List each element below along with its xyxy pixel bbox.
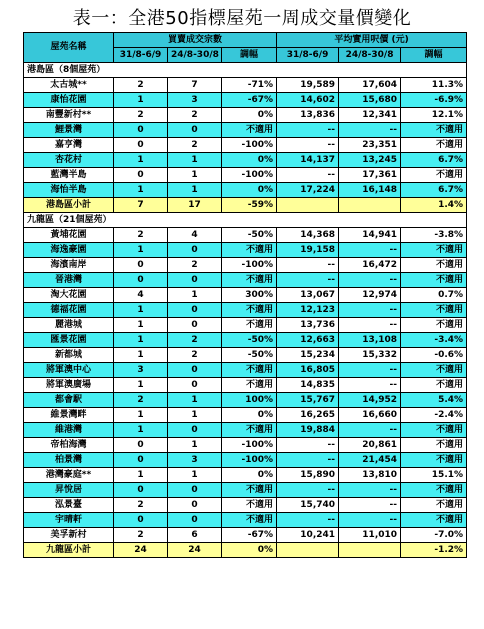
cell-volume-period2: 2 bbox=[168, 333, 222, 348]
cell-volume-period2: 0 bbox=[168, 423, 222, 438]
cell-name: 海濱南岸 bbox=[24, 258, 114, 273]
cell-price-period2: -- bbox=[339, 363, 401, 378]
cell-volume-period2: 3 bbox=[168, 93, 222, 108]
cell-price-period1: -- bbox=[277, 483, 339, 498]
cell-price-change: 不適用 bbox=[401, 363, 467, 378]
cell-volume-period1: 1 bbox=[114, 378, 168, 393]
cell-price-change: 不適用 bbox=[401, 423, 467, 438]
cell-name: 康怡花園 bbox=[24, 93, 114, 108]
cell-price-period1: -- bbox=[277, 513, 339, 528]
cell-price-change: -6.9% bbox=[401, 93, 467, 108]
cell-name: 泓景臺 bbox=[24, 498, 114, 513]
table-row bbox=[24, 303, 467, 318]
subtotal-cell-volume-period1: 7 bbox=[114, 198, 168, 213]
table-row bbox=[24, 438, 467, 453]
cell-volume-change: -71% bbox=[222, 78, 277, 93]
cell-price-period1: 15,890 bbox=[277, 468, 339, 483]
cell-volume-period1: 0 bbox=[114, 513, 168, 528]
cell-volume-period1: 1 bbox=[114, 243, 168, 258]
cell-volume-period2: 1 bbox=[168, 393, 222, 408]
cell-volume-period1: 0 bbox=[114, 438, 168, 453]
cell-name: 帝柏海灣 bbox=[24, 438, 114, 453]
cell-price-period1: -- bbox=[277, 168, 339, 183]
cell-volume-period1: 2 bbox=[114, 393, 168, 408]
table-row bbox=[24, 423, 467, 438]
table-row bbox=[24, 273, 467, 288]
cell-volume-period2: 0 bbox=[168, 303, 222, 318]
cell-volume-period1: 1 bbox=[114, 423, 168, 438]
cell-volume-change: -50% bbox=[222, 228, 277, 243]
cell-volume-period1: 1 bbox=[114, 408, 168, 423]
cell-volume-period2: 3 bbox=[168, 453, 222, 468]
table-row bbox=[24, 393, 467, 408]
cell-volume-change: -100% bbox=[222, 138, 277, 153]
cell-price-period2: 21,454 bbox=[339, 453, 401, 468]
cell-volume-period1: 1 bbox=[114, 183, 168, 198]
cell-price-period1: -- bbox=[277, 138, 339, 153]
table-row bbox=[24, 528, 467, 543]
cell-volume-period1: 2 bbox=[114, 78, 168, 93]
cell-name: 淘大花園 bbox=[24, 288, 114, 303]
cell-price-change: 6.7% bbox=[401, 183, 467, 198]
cell-name: 太古城** bbox=[24, 78, 114, 93]
cell-price-period2: 16,472 bbox=[339, 258, 401, 273]
subtotal-cell-price-change: 1.4% bbox=[401, 198, 467, 213]
cell-name: 新都城 bbox=[24, 348, 114, 363]
cell-volume-change: -100% bbox=[222, 168, 277, 183]
cell-price-period1: -- bbox=[277, 453, 339, 468]
cell-name: 南豐新村** bbox=[24, 108, 114, 123]
cell-volume-period1: 2 bbox=[114, 528, 168, 543]
subtotal-cell-price-period1 bbox=[277, 543, 339, 558]
cell-volume-change: -67% bbox=[222, 528, 277, 543]
header-price-group: 平均實用呎價 (元) bbox=[277, 33, 467, 48]
cell-name: 港灣豪庭** bbox=[24, 468, 114, 483]
table-row bbox=[24, 258, 467, 273]
cell-name: 匯景花園 bbox=[24, 333, 114, 348]
cell-volume-change: 不適用 bbox=[222, 303, 277, 318]
cell-volume-period1: 2 bbox=[114, 498, 168, 513]
cell-price-period2: 23,351 bbox=[339, 138, 401, 153]
cell-price-change: 11.3% bbox=[401, 78, 467, 93]
table-row bbox=[24, 498, 467, 513]
cell-name: 德福花園 bbox=[24, 303, 114, 318]
header-vol-change: 調幅 bbox=[222, 48, 277, 63]
cell-volume-period2: 1 bbox=[168, 408, 222, 423]
cell-price-period2: -- bbox=[339, 123, 401, 138]
cell-volume-period1: 0 bbox=[114, 483, 168, 498]
subtotal-cell-volume-period1: 24 bbox=[114, 543, 168, 558]
cell-price-period2: 17,604 bbox=[339, 78, 401, 93]
header-name: 屋苑名稱 bbox=[24, 33, 114, 63]
cell-price-period2: 15,680 bbox=[339, 93, 401, 108]
cell-volume-change: 100% bbox=[222, 393, 277, 408]
cell-name: 都會駅 bbox=[24, 393, 114, 408]
cell-volume-change: 不適用 bbox=[222, 513, 277, 528]
subtotal-cell-name: 港島區小計 bbox=[24, 198, 114, 213]
subtotal-row bbox=[24, 543, 467, 558]
cell-volume-period1: 3 bbox=[114, 363, 168, 378]
cell-volume-change: 0% bbox=[222, 408, 277, 423]
table-row bbox=[24, 348, 467, 363]
cell-price-change: 5.4% bbox=[401, 393, 467, 408]
cell-name: 美孚新村 bbox=[24, 528, 114, 543]
cell-volume-period2: 1 bbox=[168, 288, 222, 303]
table-row bbox=[24, 78, 467, 93]
cell-volume-period2: 0 bbox=[168, 498, 222, 513]
header-price-period2: 24/8-30/8 bbox=[339, 48, 401, 63]
header-row-1 bbox=[24, 33, 467, 48]
cell-volume-change: 不適用 bbox=[222, 318, 277, 333]
cell-volume-period2: 7 bbox=[168, 78, 222, 93]
cell-volume-change: -100% bbox=[222, 453, 277, 468]
cell-name: 海逸豪園 bbox=[24, 243, 114, 258]
cell-volume-period2: 0 bbox=[168, 273, 222, 288]
section-title: 九龍區（21個屋苑） bbox=[24, 213, 467, 228]
cell-price-period2: 13,810 bbox=[339, 468, 401, 483]
cell-price-change: 6.7% bbox=[401, 153, 467, 168]
table-body bbox=[24, 63, 467, 558]
table-row bbox=[24, 153, 467, 168]
cell-price-change: -3.8% bbox=[401, 228, 467, 243]
cell-price-period1: -- bbox=[277, 258, 339, 273]
cell-price-period1: 16,805 bbox=[277, 363, 339, 378]
price-volume-table bbox=[23, 32, 467, 558]
table-row bbox=[24, 288, 467, 303]
cell-price-period1: 19,884 bbox=[277, 423, 339, 438]
cell-price-period1: 15,767 bbox=[277, 393, 339, 408]
cell-volume-change: 0% bbox=[222, 108, 277, 123]
table-row bbox=[24, 453, 467, 468]
cell-volume-period2: 0 bbox=[168, 243, 222, 258]
cell-price-change: 15.1% bbox=[401, 468, 467, 483]
cell-price-period2: 13,245 bbox=[339, 153, 401, 168]
cell-price-period2: -- bbox=[339, 498, 401, 513]
cell-price-change: 不適用 bbox=[401, 378, 467, 393]
cell-price-period1: 16,265 bbox=[277, 408, 339, 423]
cell-name: 柏景灣 bbox=[24, 453, 114, 468]
cell-price-change: 不適用 bbox=[401, 243, 467, 258]
cell-volume-period2: 0 bbox=[168, 363, 222, 378]
cell-volume-period2: 0 bbox=[168, 483, 222, 498]
cell-price-change: 12.1% bbox=[401, 108, 467, 123]
subtotal-cell-name: 九龍區小計 bbox=[24, 543, 114, 558]
cell-name: 黃埔花園 bbox=[24, 228, 114, 243]
cell-price-period1: 14,368 bbox=[277, 228, 339, 243]
subtotal-cell-volume-change: -59% bbox=[222, 198, 277, 213]
cell-price-period1: 14,602 bbox=[277, 93, 339, 108]
cell-price-change: 不適用 bbox=[401, 318, 467, 333]
cell-volume-period1: 1 bbox=[114, 318, 168, 333]
table-row bbox=[24, 468, 467, 483]
cell-price-change: 不適用 bbox=[401, 498, 467, 513]
cell-volume-period1: 1 bbox=[114, 153, 168, 168]
cell-volume-period2: 1 bbox=[168, 153, 222, 168]
cell-name: 昇悅居 bbox=[24, 483, 114, 498]
cell-price-period2: -- bbox=[339, 243, 401, 258]
cell-volume-period2: 2 bbox=[168, 138, 222, 153]
subtotal-cell-volume-period2: 24 bbox=[168, 543, 222, 558]
cell-price-period1: 19,589 bbox=[277, 78, 339, 93]
cell-price-change: -3.4% bbox=[401, 333, 467, 348]
table-row bbox=[24, 138, 467, 153]
cell-volume-period2: 6 bbox=[168, 528, 222, 543]
cell-volume-change: 0% bbox=[222, 153, 277, 168]
cell-volume-period2: 2 bbox=[168, 108, 222, 123]
table-row bbox=[24, 93, 467, 108]
cell-volume-period1: 0 bbox=[114, 258, 168, 273]
cell-price-period2: -- bbox=[339, 483, 401, 498]
cell-price-change: 不適用 bbox=[401, 138, 467, 153]
cell-price-change: -7.0% bbox=[401, 528, 467, 543]
cell-price-period2: -- bbox=[339, 273, 401, 288]
cell-price-period1: 14,137 bbox=[277, 153, 339, 168]
header-price-change: 調幅 bbox=[401, 48, 467, 63]
cell-volume-period1: 1 bbox=[114, 93, 168, 108]
cell-volume-period1: 1 bbox=[114, 333, 168, 348]
cell-volume-change: 不適用 bbox=[222, 243, 277, 258]
table-row bbox=[24, 408, 467, 423]
cell-price-period1: 19,158 bbox=[277, 243, 339, 258]
cell-price-period2: -- bbox=[339, 318, 401, 333]
cell-price-period1: 14,835 bbox=[277, 378, 339, 393]
cell-volume-change: 300% bbox=[222, 288, 277, 303]
cell-price-period1: 12,123 bbox=[277, 303, 339, 318]
cell-volume-period1: 0 bbox=[114, 168, 168, 183]
cell-price-change: -2.4% bbox=[401, 408, 467, 423]
table-row bbox=[24, 108, 467, 123]
cell-price-period2: 16,148 bbox=[339, 183, 401, 198]
cell-price-period2: 11,010 bbox=[339, 528, 401, 543]
cell-price-change: 不適用 bbox=[401, 168, 467, 183]
cell-price-change: 不適用 bbox=[401, 453, 467, 468]
cell-price-period2: 13,108 bbox=[339, 333, 401, 348]
cell-price-change: 不適用 bbox=[401, 123, 467, 138]
cell-volume-change: 不適用 bbox=[222, 498, 277, 513]
cell-volume-period2: 0 bbox=[168, 318, 222, 333]
table-row bbox=[24, 228, 467, 243]
cell-volume-period1: 1 bbox=[114, 303, 168, 318]
cell-name: 維港灣 bbox=[24, 423, 114, 438]
cell-volume-change: 不適用 bbox=[222, 483, 277, 498]
cell-price-period1: 17,224 bbox=[277, 183, 339, 198]
cell-volume-period2: 1 bbox=[168, 438, 222, 453]
cell-price-period1: 15,740 bbox=[277, 498, 339, 513]
section-header-row bbox=[24, 213, 467, 228]
cell-price-change: 不適用 bbox=[401, 273, 467, 288]
cell-price-change: 不適用 bbox=[401, 513, 467, 528]
cell-price-period2: 17,361 bbox=[339, 168, 401, 183]
cell-price-change: 不適用 bbox=[401, 483, 467, 498]
table-row bbox=[24, 243, 467, 258]
cell-price-period1: -- bbox=[277, 123, 339, 138]
cell-name: 麗港城 bbox=[24, 318, 114, 333]
header-vol-period1: 31/8-6/9 bbox=[114, 48, 168, 63]
cell-volume-change: 不適用 bbox=[222, 363, 277, 378]
cell-price-period2: 15,332 bbox=[339, 348, 401, 363]
subtotal-cell-price-period2 bbox=[339, 198, 401, 213]
section-header-row bbox=[24, 63, 467, 78]
cell-volume-period2: 1 bbox=[168, 183, 222, 198]
cell-price-period2: 16,660 bbox=[339, 408, 401, 423]
cell-price-change: -0.6% bbox=[401, 348, 467, 363]
cell-volume-change: -67% bbox=[222, 93, 277, 108]
cell-volume-period2: 4 bbox=[168, 228, 222, 243]
cell-price-period2: 12,974 bbox=[339, 288, 401, 303]
cell-volume-change: 0% bbox=[222, 183, 277, 198]
cell-price-period2: -- bbox=[339, 303, 401, 318]
cell-volume-period2: 0 bbox=[168, 123, 222, 138]
cell-name: 鯉景灣 bbox=[24, 123, 114, 138]
cell-volume-change: 不適用 bbox=[222, 123, 277, 138]
table-row bbox=[24, 363, 467, 378]
cell-volume-period1: 0 bbox=[114, 138, 168, 153]
cell-name: 藍灣半島 bbox=[24, 168, 114, 183]
table-row bbox=[24, 333, 467, 348]
cell-price-change: 不適用 bbox=[401, 258, 467, 273]
table-row bbox=[24, 123, 467, 138]
section-title: 港島區（8個屋苑） bbox=[24, 63, 467, 78]
cell-price-period1: 12,663 bbox=[277, 333, 339, 348]
cell-volume-period1: 0 bbox=[114, 273, 168, 288]
table-row bbox=[24, 513, 467, 528]
cell-price-period2: 12,341 bbox=[339, 108, 401, 123]
cell-name: 宇晴軒 bbox=[24, 513, 114, 528]
cell-price-change: 不適用 bbox=[401, 438, 467, 453]
cell-name: 將軍澳中心 bbox=[24, 363, 114, 378]
cell-price-change: 不適用 bbox=[401, 303, 467, 318]
cell-price-period1: 13,067 bbox=[277, 288, 339, 303]
cell-volume-change: -50% bbox=[222, 333, 277, 348]
cell-price-period1: 13,836 bbox=[277, 108, 339, 123]
cell-price-period2: 20,861 bbox=[339, 438, 401, 453]
cell-price-period1: 10,241 bbox=[277, 528, 339, 543]
cell-volume-period1: 4 bbox=[114, 288, 168, 303]
cell-volume-period2: 1 bbox=[168, 168, 222, 183]
header-volume-group: 買賣成交宗數 bbox=[114, 33, 277, 48]
subtotal-cell-price-period2 bbox=[339, 543, 401, 558]
cell-volume-period1: 1 bbox=[114, 468, 168, 483]
table-row bbox=[24, 378, 467, 393]
page-title: 表一：全港50指標屋苑一周成交量價變化 bbox=[72, 8, 412, 29]
subtotal-cell-price-change: -1.2% bbox=[401, 543, 467, 558]
cell-name: 嘉亨灣 bbox=[24, 138, 114, 153]
cell-volume-period2: 2 bbox=[168, 258, 222, 273]
cell-volume-period1: 0 bbox=[114, 123, 168, 138]
cell-volume-change: 不適用 bbox=[222, 273, 277, 288]
cell-price-period1: -- bbox=[277, 438, 339, 453]
cell-name: 海怡半島 bbox=[24, 183, 114, 198]
cell-volume-period1: 2 bbox=[114, 108, 168, 123]
table-row bbox=[24, 318, 467, 333]
table-row bbox=[24, 168, 467, 183]
cell-price-period2: -- bbox=[339, 513, 401, 528]
cell-volume-change: 不適用 bbox=[222, 423, 277, 438]
cell-price-change: 0.7% bbox=[401, 288, 467, 303]
subtotal-cell-volume-period2: 17 bbox=[168, 198, 222, 213]
cell-volume-period2: 0 bbox=[168, 378, 222, 393]
cell-name: 維景灣畔 bbox=[24, 408, 114, 423]
table-row bbox=[24, 483, 467, 498]
header-price-period1: 31/8-6/9 bbox=[277, 48, 339, 63]
cell-volume-period2: 2 bbox=[168, 348, 222, 363]
cell-name: 將軍澳廣場 bbox=[24, 378, 114, 393]
cell-name: 晉港灣 bbox=[24, 273, 114, 288]
cell-volume-period1: 2 bbox=[114, 228, 168, 243]
cell-volume-change: 不適用 bbox=[222, 378, 277, 393]
header-vol-period2: 24/8-30/8 bbox=[168, 48, 222, 63]
cell-price-period2: 14,941 bbox=[339, 228, 401, 243]
cell-price-period2: -- bbox=[339, 423, 401, 438]
cell-volume-change: -50% bbox=[222, 348, 277, 363]
cell-volume-period2: 0 bbox=[168, 513, 222, 528]
cell-volume-period1: 1 bbox=[114, 348, 168, 363]
cell-volume-period1: 0 bbox=[114, 453, 168, 468]
cell-volume-change: 0% bbox=[222, 468, 277, 483]
cell-volume-change: -100% bbox=[222, 438, 277, 453]
subtotal-cell-price-period1 bbox=[277, 198, 339, 213]
cell-price-period1: 13,736 bbox=[277, 318, 339, 333]
subtotal-row bbox=[24, 198, 467, 213]
cell-name: 杏花村 bbox=[24, 153, 114, 168]
table-row bbox=[24, 183, 467, 198]
cell-price-period1: -- bbox=[277, 273, 339, 288]
subtotal-cell-volume-change: 0% bbox=[222, 543, 277, 558]
cell-price-period1: 15,234 bbox=[277, 348, 339, 363]
cell-volume-change: -100% bbox=[222, 258, 277, 273]
cell-price-period2: 14,952 bbox=[339, 393, 401, 408]
cell-price-period2: -- bbox=[339, 378, 401, 393]
cell-volume-period2: 1 bbox=[168, 468, 222, 483]
